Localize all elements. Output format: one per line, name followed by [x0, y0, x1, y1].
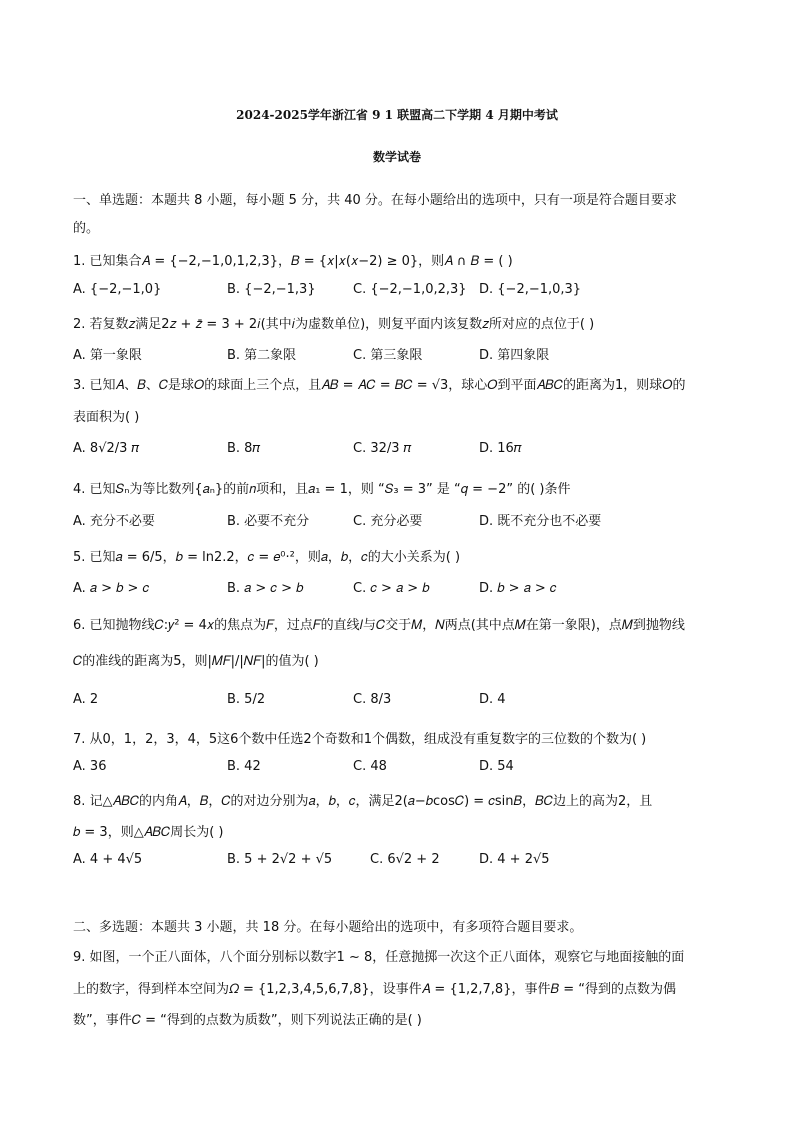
q6-option-a: A. 2 [73, 692, 99, 707]
q8-option-b: B. 5 + 2√2 + √5 [227, 852, 333, 867]
question-9-cont-2: 数”，事件𝐶 = “得到的点数为质数”，则下列说法正确的是( ) [73, 1013, 422, 1028]
q2-option-d: D. 第四象限 [479, 348, 550, 363]
q8-option-a: A. 4 + 4√5 [73, 852, 143, 867]
section2-instructions: 二、多选题：本题共 3 小题，共 18 分。在每小题给出的选项中，有多项符合题目要求。 [73, 920, 583, 935]
exam-subtitle: 数学试卷 [372, 150, 421, 164]
q5-option-a: A. 𝑎 > 𝑏 > 𝑐 [73, 581, 150, 596]
q4-option-a: A. 充分不必要 [73, 514, 155, 529]
q5-option-d: D. 𝑏 > 𝑎 > 𝑐 [479, 581, 557, 596]
q3-option-a: A. 8√2/3 𝜋 [73, 441, 140, 456]
question-9-cont-1: 上的数字，得到样本空间为𝛺 = {1,2,3,4,5,6,7,8}，设事件𝐴 = {1,2,7,8}，事件𝐵 = “得到的点数为偶 [73, 982, 676, 997]
exam-title: 2024-2025学年浙江省 9 1 联盟高二下学期 4 月期中考试 [236, 108, 558, 122]
q5-option-c: C. 𝑐 > 𝑎 > 𝑏 [353, 581, 430, 596]
q2-option-b: B. 第二象限 [227, 348, 297, 363]
question-8-cont: 𝑏 = 3，则△𝐴𝐵𝐶周长为( ) [73, 825, 224, 840]
question-6: 6. 已知抛物线𝐶:𝑦² = 4𝑥的焦点为𝐹，过点𝐹的直线𝑙与𝐶交于𝑀，𝑁两点(其中点𝑀在第一象限)，点𝑀到抛物线 [73, 618, 685, 633]
question-9: 9. 如图，一个正八面体，八个面分别标以数字1 ~ 8，任意抛掷一次这个正八面体，观察它与地面接触的面 [73, 950, 685, 965]
question-1: 1. 已知集合𝐴 = {−2,−1,0,1,2,3}，𝐵 = {𝑥|𝑥(𝑥−2) ≥ 0}，则𝐴 ∩ 𝐵 = ( ) [73, 254, 513, 269]
question-3: 3. 已知𝐴、𝐵、𝐶是球𝑂的球面上三个点，且𝐴𝐵 = 𝐴𝐶 = 𝐵𝐶 = √3，球心𝑂到平面𝐴𝐵𝐶的距离为1，则球𝑂的 [73, 378, 686, 393]
q8-option-d: D. 4 + 2√5 [479, 852, 550, 867]
q2-option-a: A. 第一象限 [73, 348, 142, 363]
question-7: 7. 从0，1，2，3，4，5这6个数中任选2个奇数和1个偶数，组成没有重复数字的三位数的个数为( ) [73, 732, 647, 747]
q7-option-a: A. 36 [73, 759, 107, 774]
question-2: 2. 若复数𝑧满足2𝑧 + 𝑧̄ = 3 + 2𝑖(其中𝑖为虚数单位)，则复平面内该复数𝑧所对应的点位于( ) [73, 317, 595, 332]
q3-option-b: B. 8𝜋 [227, 441, 261, 456]
q6-option-b: B. 5/2 [227, 692, 266, 707]
q4-option-b: B. 必要不充分 [227, 514, 310, 529]
question-4: 4. 已知𝑆ₙ为等比数列{𝑎ₙ}的前𝑛项和，且𝑎₁ = 1，则 “𝑆₃ = 3” 是 “𝑞 = −2” 的( )条件 [73, 482, 571, 497]
q1-option-a: A. {−2,−1,0} [73, 282, 162, 297]
question-8: 8. 记△𝐴𝐵𝐶的内角𝐴，𝐵，𝐶的对边分别为𝑎，𝑏，𝑐，满足2(𝑎−𝑏cos𝐶) = 𝑐sin𝐵，𝐵𝐶边上的高为2，且 [73, 794, 653, 809]
section1-instructions: 一、单选题：本题共 8 小题，每小题 5 分，共 40 分。在每小题给出的选项中，只有一项是符合题目要求 [73, 193, 677, 208]
q1-option-c: C. {−2,−1,0,2,3} [353, 282, 467, 297]
question-5: 5. 已知𝑎 = 6/5，𝑏 = ln2.2，𝑐 = 𝑒⁰·²，则𝑎，𝑏，𝑐的大小关系为( ) [73, 550, 461, 565]
question-3-cont: 表面积为( ) [73, 410, 140, 425]
q1-option-b: B. {−2,−1,3} [227, 282, 316, 297]
question-6-cont: 𝐶的准线的距离为5，则|𝑀𝐹|/|𝑁𝐹|的值为( ) [73, 654, 319, 669]
q1-option-d: D. {−2,−1,0,3} [479, 282, 582, 297]
q7-option-c: C. 48 [353, 759, 387, 774]
q7-option-d: D. 54 [479, 759, 514, 774]
q3-option-c: C. 32/3 𝜋 [353, 441, 412, 456]
q3-option-d: D. 16𝜋 [479, 441, 522, 456]
q7-option-b: B. 42 [227, 759, 261, 774]
q5-option-b: B. 𝑎 > 𝑐 > 𝑏 [227, 581, 304, 596]
q4-option-d: D. 既不充分也不必要 [479, 514, 602, 529]
q8-option-c: C. 6√2 + 2 [370, 852, 440, 867]
q6-option-c: C. 8/3 [353, 692, 392, 707]
q4-option-c: C. 充分必要 [353, 514, 423, 529]
section1-instructions-cont: 的。 [73, 221, 100, 236]
q2-option-c: C. 第三象限 [353, 348, 423, 363]
q6-option-d: D. 4 [479, 692, 506, 707]
